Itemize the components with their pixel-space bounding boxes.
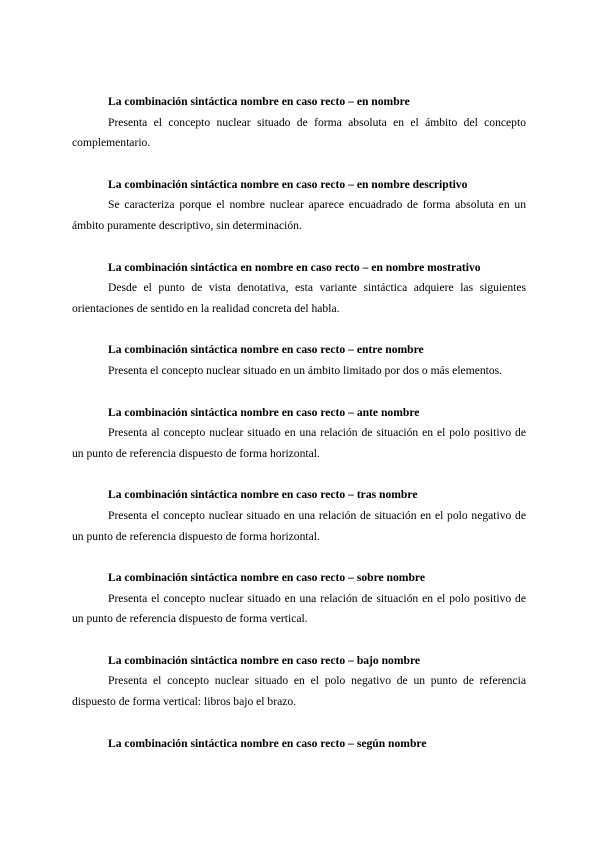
section-heading: La combinación sintáctica nombre en caso recto – tras nombre [108, 488, 418, 502]
section-ante-nombre [72, 403, 526, 465]
section-heading: La combinación sintáctica nombre en caso recto – según nombre [108, 736, 427, 750]
section-paragraph: Presenta el concepto nuclear situado de forma absoluta en el ámbito del concepto complementario. [72, 115, 526, 150]
section-heading: La combinación sintáctica nombre en caso recto – entre nombre [108, 343, 424, 357]
section-paragraph: Presenta el concepto nuclear situado en el polo negativo de un punto de referencia dispuesto de forma vertical: libros bajo el brazo. [72, 674, 526, 709]
section-entre-nombre [72, 340, 526, 381]
section-heading: La combinación sintáctica en nombre en caso recto – en nombre mostrativo [108, 260, 481, 274]
section-paragraph: Presenta el concepto nuclear situado en una relación de situación en el polo negativo de un punto de referencia dispuesto de forma horizontal. [72, 508, 526, 543]
section-en-nombre-mostrativo [72, 258, 526, 320]
section-paragraph: Desde el punto de vista denotativa, esta variante sintáctica adquiere las siguientes orientaciones de sentido en la realidad concreta del habla. [72, 281, 526, 315]
section-heading: La combinación sintáctica nombre en caso recto – en nombre [108, 95, 410, 108]
section-heading: La combinación sintáctica nombre en caso recto – en nombre descriptivo [108, 177, 468, 191]
section-tras-nombre [72, 485, 526, 547]
section-bajo-nombre [72, 651, 526, 713]
section-sobre-nombre [72, 568, 526, 630]
section-en-nombre-descriptivo [72, 175, 526, 237]
section-segun-nombre [72, 734, 526, 755]
section-en-nombre [72, 92, 526, 154]
section-paragraph: Presenta el concepto nuclear situado en una relación de situación en el polo positivo de un punto de referencia dispuesto de forma vertical. [72, 591, 526, 626]
section-paragraph: Presenta el concepto nuclear situado en un ámbito limitado por dos o más elementos. [108, 363, 503, 377]
section-paragraph: Se caracteriza porque el nombre nuclear aparece encuadrado de forma absoluta en un ámbito puramente descriptivo, sin determinación. [72, 198, 526, 232]
section-paragraph: Presenta al concepto nuclear situado en una relación de situación en el polo positivo de un punto de referencia dispuesto de forma horizontal. [72, 426, 526, 460]
document-body [72, 92, 526, 775]
section-heading: La combinación sintáctica nombre en caso recto – ante nombre [108, 405, 420, 419]
section-heading: La combinación sintáctica nombre en caso recto – bajo nombre [108, 653, 421, 667]
section-heading: La combinación sintáctica nombre en caso recto – sobre nombre [108, 571, 425, 585]
